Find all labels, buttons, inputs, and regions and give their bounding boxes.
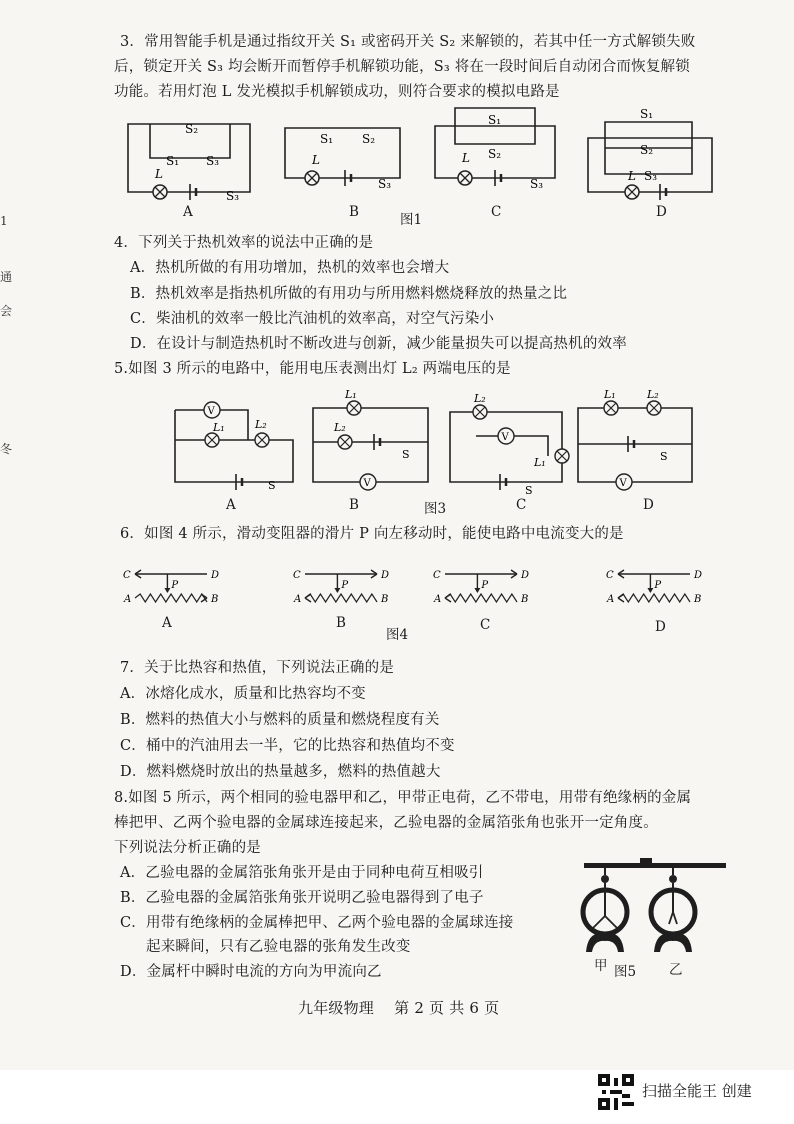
- margin-mark: 会: [0, 304, 13, 318]
- figure-4-rheostats: [0, 560, 794, 620]
- voltmeter-label: V: [363, 478, 371, 489]
- margin-mark: 通: [0, 270, 13, 284]
- q7-option-a: A．冰熔化成水，质量和比热容均不变: [120, 686, 366, 702]
- label-s1: S₁: [640, 107, 654, 121]
- circuit-5d: [578, 388, 692, 490]
- voltmeter-label: V: [501, 432, 509, 443]
- label-d: D: [211, 570, 220, 581]
- q5-option-d: D: [643, 497, 654, 513]
- q4-option-a: A．热机所做的有用功增加，热机的效率也会增大: [130, 260, 450, 276]
- electroscope-yi: [651, 868, 695, 952]
- label-d: D: [381, 570, 390, 581]
- label-c: C: [123, 570, 131, 581]
- label-d: D: [521, 570, 530, 581]
- label-l: L: [312, 153, 320, 167]
- figure-5-caption: 图5: [614, 964, 637, 980]
- rheostat-a: [123, 570, 219, 605]
- label-s: S: [660, 450, 668, 463]
- label-s: S: [268, 479, 276, 492]
- q4-option-d: D．在设计与制造热机时不断改进与创新，减少能量损失可以提高热机的效率: [130, 336, 627, 352]
- figure-5-electroscopes: [578, 862, 728, 962]
- q7-option-d: D．燃料燃烧时放出的热量越多，燃料的热值越大: [120, 764, 441, 780]
- q8-option-a: A．乙验电器的金属箔张角张开是由于同种电荷互相吸引: [120, 865, 484, 881]
- q8-stem-1: 8.如图 5 所示，两个相同的验电器甲和乙，甲带正电荷，乙不带电，用带有绝缘柄的金属: [114, 790, 692, 806]
- label-l2: L₂: [255, 418, 267, 431]
- q3-line-1: 3．常用智能手机是通过指纹开关 S₁ 或密码开关 S₂ 来解锁的，若其中任一方式解锁失败: [120, 34, 696, 50]
- label-s2: S₂: [362, 132, 376, 146]
- label-l1: L₁: [604, 388, 616, 401]
- label-b: B: [211, 594, 219, 605]
- page-footer: 九年级物理 第 2 页 共 6 页: [298, 999, 500, 1017]
- q6-option-d: D: [655, 619, 666, 635]
- voltmeter-label: V: [207, 406, 215, 417]
- q7-option-c: C．桶中的汽油用去一半，它的比热容和热值均不变: [120, 738, 455, 754]
- label-d: D: [694, 570, 703, 581]
- label-c: C: [606, 570, 614, 581]
- q8-option-d: D．金属杆中瞬时电流的方向为甲流向乙: [120, 964, 382, 980]
- q8-stem-3: 下列说法分析正确的是: [114, 840, 261, 856]
- label-a: A: [434, 594, 442, 605]
- q7-option-b: B．燃料的热值大小与燃料的质量和燃烧程度有关: [120, 712, 440, 728]
- q3-line-3: 功能。若用灯泡 L 发光模拟手机解锁成功，则符合要求的模拟电路是: [114, 84, 560, 100]
- q5-option-b: B: [349, 497, 359, 513]
- qr-code-icon: [598, 1074, 634, 1110]
- circuit-5c: [450, 392, 569, 497]
- figure-3-caption: 图3: [424, 501, 447, 517]
- figure-1-circuits: [0, 108, 794, 228]
- q6-stem: 6．如图 4 所示，滑动变阻器的滑片 P 向左移动时，能使电路中电流变大的是: [120, 526, 624, 542]
- q3-option-c: C: [491, 204, 502, 220]
- label-s2: S₂: [640, 143, 654, 157]
- scanner-watermark: 扫描全能王 创建: [642, 1082, 752, 1100]
- figure-3-circuits: [0, 386, 794, 496]
- label-a: A: [124, 594, 132, 605]
- circuit-3c: [435, 108, 555, 191]
- label-l1: L₁: [534, 456, 546, 469]
- figure-4-caption: 图4: [386, 627, 409, 643]
- margin-mark: 冬: [0, 442, 13, 456]
- circuit-5a: [175, 402, 293, 492]
- q8-option-c: C．用带有绝缘柄的金属棒把甲、乙两个验电器的金属球连接: [120, 915, 514, 931]
- q8-option-c-cont: 起来瞬间，只有乙验电器的张角发生改变: [146, 939, 411, 955]
- q4-stem: 4．下列关于热机效率的说法中正确的是: [114, 235, 374, 251]
- label-p: P: [481, 580, 489, 591]
- label-l2: L₂: [647, 388, 659, 401]
- q3-option-a: A: [183, 204, 193, 220]
- q5-option-a: A: [226, 497, 236, 513]
- label-s1: S₁: [488, 113, 502, 127]
- label-s3: S₃: [530, 177, 544, 191]
- q8-option-b: B．乙验电器的金属箔张角张开说明乙验电器得到了电子: [120, 890, 484, 906]
- circuit-3a: [128, 122, 250, 203]
- q3-option-b: B: [349, 204, 359, 220]
- q4-option-c: C．柴油机的效率一般比汽油机的效率高，对空气污染小: [130, 311, 495, 327]
- circuit-3d: [588, 107, 712, 200]
- q5-option-c: C: [516, 497, 527, 513]
- label-yi: 乙: [669, 962, 683, 978]
- label-s1: S₁: [166, 154, 180, 168]
- label-c: C: [293, 570, 301, 581]
- label-s: S: [525, 484, 533, 497]
- circuit-3b: [285, 128, 400, 191]
- label-c: C: [433, 570, 441, 581]
- label-s3: S₃: [378, 177, 392, 191]
- q6-option-a: A: [162, 615, 172, 631]
- rheostat-d: [606, 570, 702, 605]
- label-p: P: [654, 580, 662, 591]
- label-l1: L₁: [345, 388, 357, 401]
- label-s1: S₁: [320, 132, 334, 146]
- metal-rod: [584, 863, 726, 868]
- q3-line-2: 后，锁定开关 S₃ 均会断开而暂停手机解锁功能，S₃ 将在一段时间后自动闭合而恢复解锁: [114, 59, 690, 75]
- q8-stem-2: 棒把甲、乙两个验电器的金属球连接起来，乙验电器的金属箔张角也张开一定角度。: [114, 815, 658, 831]
- q5-stem: 5.如图 3 所示的电路中，能用电压表测出灯 L₂ 两端电压的是: [114, 361, 511, 377]
- label-s3b: S₃: [226, 189, 240, 203]
- label-l: L: [628, 169, 636, 183]
- label-p: P: [341, 580, 349, 591]
- q7-stem: 7．关于比热容和热值，下列说法正确的是: [120, 660, 395, 676]
- label-l1: L₁: [213, 421, 225, 434]
- label-l2: L₂: [474, 392, 486, 405]
- label-s2: S₂: [488, 147, 502, 161]
- label-b: B: [381, 594, 389, 605]
- label-jia: 甲: [594, 958, 608, 974]
- circuit-5b: [313, 388, 428, 490]
- label-a: A: [294, 594, 302, 605]
- q3-option-d: D: [656, 204, 667, 220]
- label-s2: S₂: [185, 122, 199, 136]
- label-a: A: [607, 594, 615, 605]
- rheostat-b: [293, 570, 389, 605]
- label-b: B: [694, 594, 702, 605]
- q6-option-b: B: [336, 615, 346, 631]
- label-s: S: [402, 448, 410, 461]
- label-p: P: [171, 580, 179, 591]
- figure-1-caption: 图1: [400, 212, 423, 228]
- q4-option-b: B．热机效率是指热机所做的有用功与所用燃料燃烧释放的热量之比: [130, 286, 568, 302]
- label-l2: L₂: [334, 421, 346, 434]
- label-b: B: [521, 594, 529, 605]
- label-l: L: [155, 167, 163, 181]
- label-l: L: [462, 151, 470, 165]
- margin-mark: 1: [0, 214, 8, 228]
- rheostat-c: [433, 570, 529, 605]
- electroscope-jia: [583, 868, 627, 952]
- label-s3: S₃: [644, 169, 658, 183]
- q6-option-c: C: [480, 617, 491, 633]
- label-s3: S₃: [206, 154, 220, 168]
- voltmeter-label: V: [619, 478, 627, 489]
